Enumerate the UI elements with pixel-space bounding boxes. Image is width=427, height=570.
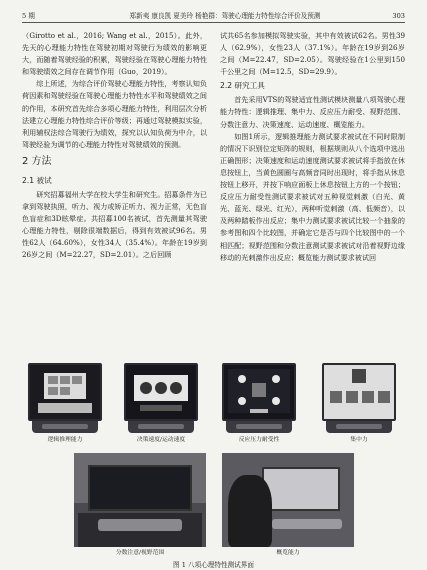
right-column: [220, 30, 405, 264]
paragraph: 试共65名参加模拟驾驶实验，其中有效被试62名。男性39人（62.9%），女性23人（37.1%）。年龄在19岁到26岁之间（M=22.47，SD=2.05）。驾驶经验在1公里到150千公里之间（M=12.5，SD=29.9）。: [220, 31, 405, 77]
test-screen-decision: [124, 363, 198, 445]
paragraph: 首先采用VTS的驾驶适宜性测试模块测量八项驾驶心理能力特性：逻辑推理、集中力、反应压力耐受、视野范围、分数注意力、决策速度、运动速度、概览能力。: [220, 95, 405, 129]
paragraph: 研究招募福州大学在校大学生和研究生。招募条件为已拿到驾驶执照，听力、视力或矫正听力、视力正常，无色盲色盲症和3D眩晕症。共招募100名被试，首先测量其驾驶心理能力特性，剔除很端数据后，得到有效被试96名。男性62人（64.60%），女性34人（35.4%）。年龄在19岁到26岁之间（M=22.27，SD=2.01）。之后回顾: [22, 189, 207, 260]
keyboard-icon: [98, 519, 182, 531]
figure-caption: 集中力: [350, 437, 368, 443]
figure-caption: 概览能力: [276, 550, 300, 556]
test-screen-logic: [28, 363, 102, 445]
figure-1: [22, 363, 405, 569]
figure-caption: 决策速度/运动速度: [136, 437, 186, 443]
test-screen-stress: [222, 363, 296, 445]
matrix-grid-icon: [30, 365, 100, 419]
figure-caption: 反应压力耐受性: [238, 437, 280, 443]
circles-icon: [126, 365, 196, 419]
keyboard-icon: [272, 519, 342, 529]
signal-lights-icon: [224, 365, 294, 419]
section-heading: 2 方法: [22, 155, 52, 167]
subsection-heading: 2.1 被试: [22, 175, 52, 185]
photo-peripheral-test: [74, 453, 206, 547]
paragraph: （Girotto et al.，2016; Wang et al.，2015）。此外，先天的心理能力特性在驾驶初期对驾驶行为绩效的影响更大，而随着驾驶经验的积累，驾驶经验在驾驶心理能力特性和驾驶绩效之间存在调节作用（Guo，2019）。: [22, 31, 207, 77]
issue-number: 5 期: [22, 12, 35, 20]
running-title: 郑新夷 康良凯 夏美玲 杨艳群：驾驶心理能力特性综合评价及预测: [129, 12, 321, 20]
subsection-heading: 2.2 研究工具: [220, 81, 265, 91]
paragraph: 如图1所示，逻辑推理能力测试要求被试在不同时限制的情况下识别位定矩阵的规则，根据规则从八个选项中选出正确图形；决策速度和运动速度测试要求被试将手指放在休息按钮上，当黄色圆圈与高频音同时出现时，将手指从休息按钮上移开，并按下响应面板上休息按钮上方的一个按钮；反应压力耐受性测试要求被试对五种视觉刺激（白光、黄光、蓝光、绿光、红光），两种听觉刺激（高、低频音），以及两种踏板作出反应；集中力测试要求被试比较一个抽象的参考图和四个比较图，并确定它是否与四个比较图中的一个相匹配；视野范围和分数注意测试要求被试对沿着视野边缘移动的光刺激作出反应；概览能力测试要求被试回: [220, 131, 405, 262]
photo-overview-test: [222, 453, 354, 547]
page-number: 303: [392, 12, 405, 20]
person-icon: [228, 475, 272, 547]
figure-caption: 分数注意/视野范围: [115, 550, 165, 556]
monitor-icon: [88, 465, 192, 511]
test-screen-concentration: [322, 363, 396, 445]
pattern-icon: [324, 365, 394, 419]
running-header: [22, 9, 405, 23]
figure-caption: 逻辑推理能力: [47, 437, 83, 443]
paragraph: 综上所述，为综合评价驾驶心理能力特性，考察认知负荷因素和驾驶经验在驾驶心理能力特性水平和驾驶绩效之间的作用，本研究首先综合多项心理能力特性，利用层次分析法建立心理能力特性综合评价等级；再通过驾驶模拟实验，利用辅权法综合驾驶行为绩效，探究以认知负荷为中介，以驾驶经验为调节的心理能力特性对驾驶绩效的预测。: [22, 79, 207, 149]
figure-title: 图 1 八项心理特性测试界面: [173, 561, 254, 569]
monitor-icon: [262, 467, 340, 511]
left-column: [22, 30, 207, 262]
